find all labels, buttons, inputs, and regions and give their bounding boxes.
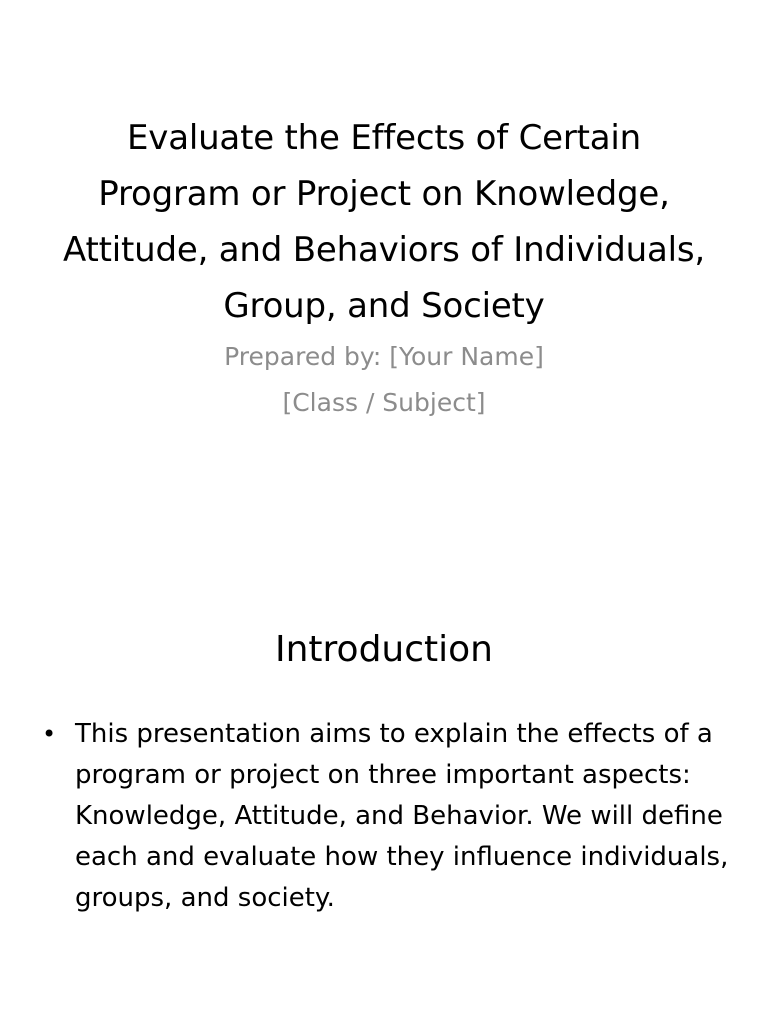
introduction-slide <box>0 576 768 1024</box>
class-subject-text: [Class / Subject] <box>282 388 486 417</box>
slide-heading: Introduction <box>274 629 493 670</box>
bullet-list <box>40 714 740 919</box>
presentation-title: Evaluate the Effects of Certain Program or Project on Knowledge, Attitude, and Behaviors of Individuals, Group, and Society <box>63 118 705 326</box>
bullet-text: This presentation aims to explain the effects of a program or project on three important aspects: Knowledge, Attitude, and Behavior. We will define each and evaluate how they influence individuals, groups, and society. <box>75 719 729 913</box>
bullet-item <box>40 714 740 919</box>
prepared-by-text: Prepared by: [Your Name] <box>224 342 544 371</box>
subtitle-block <box>60 334 708 426</box>
bullet-icon: • <box>42 720 57 748</box>
